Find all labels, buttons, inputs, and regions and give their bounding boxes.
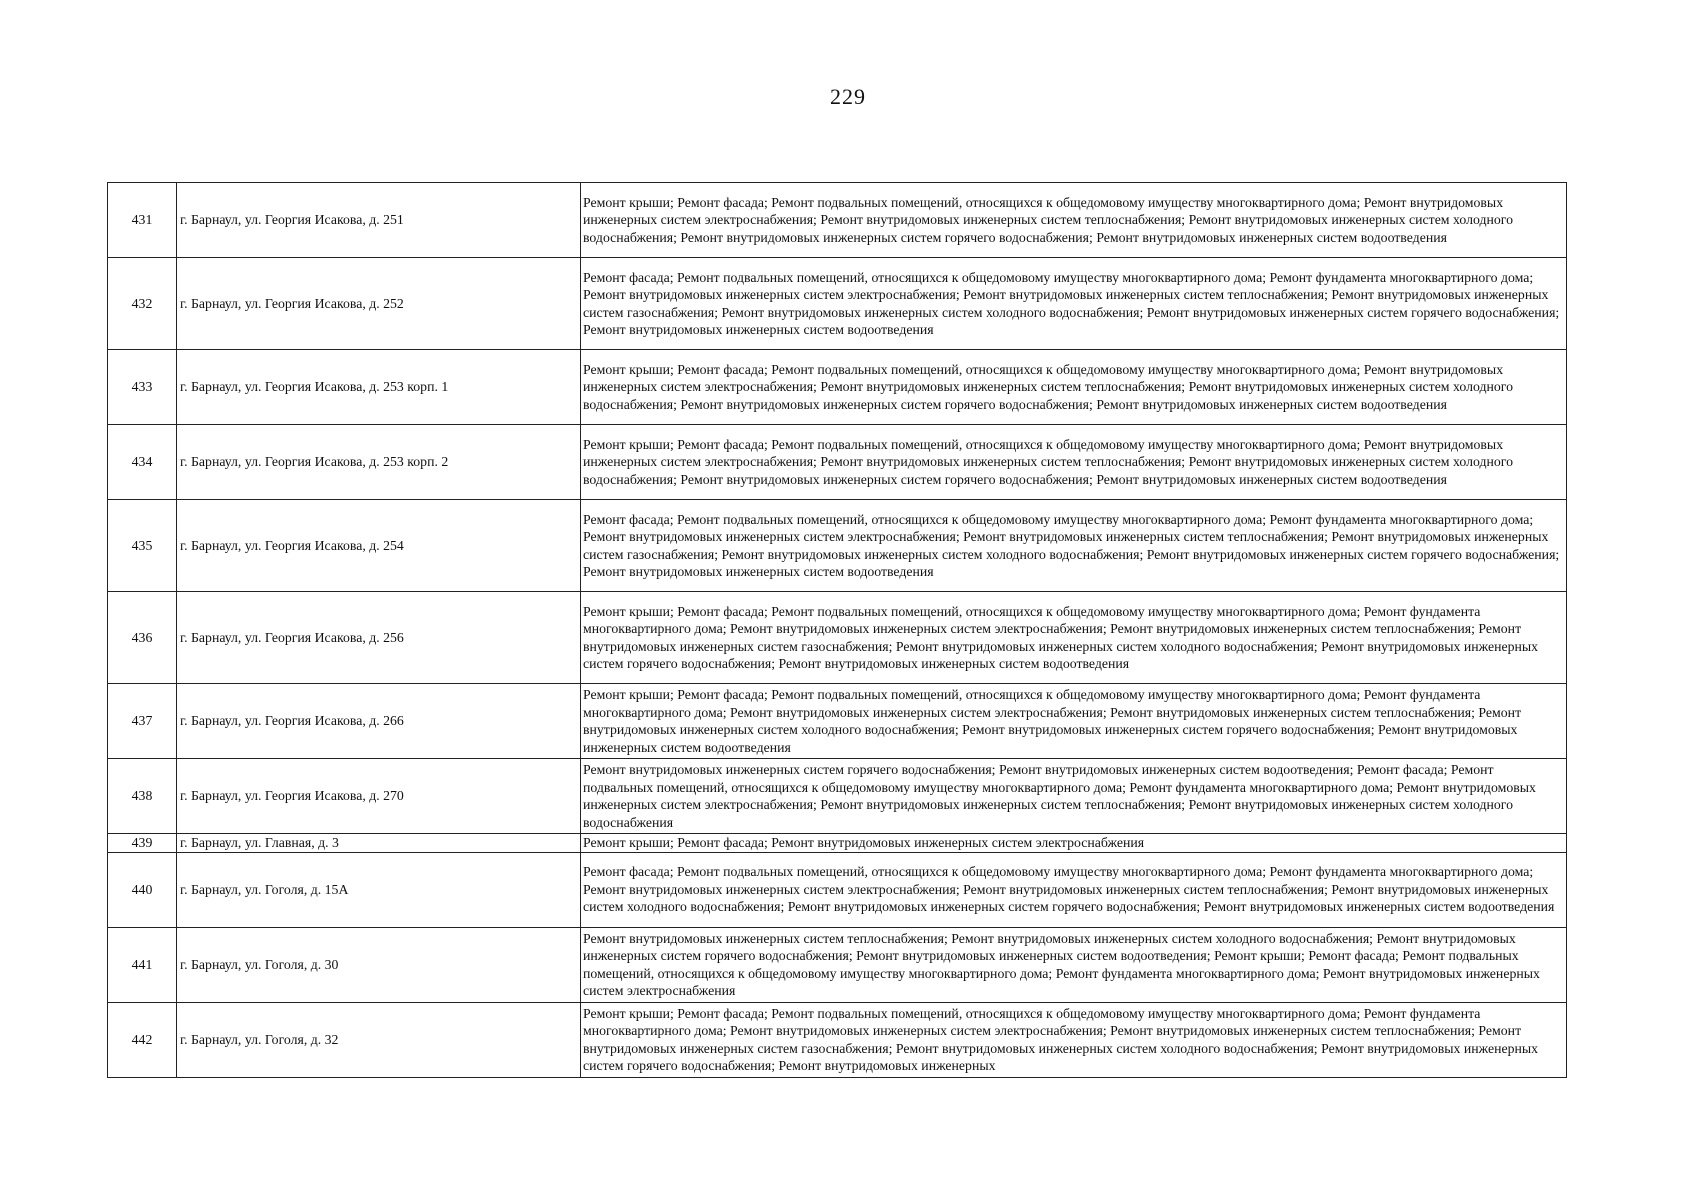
works-text: Ремонт крыши; Ремонт фасада; Ремонт подвальных помещений, относящихся к общедомовому имуществу многоквартирного дома; Ремонт внутридомовых инженерных систем электроснабжения; Ремонт внутридомовых инженерных систем теплоснабжения; Ремонт внутридомовых инженерных систем холодного водоснабжения; Ремонт внутридомовых инженерных систем горячего водоснабжения; Ремонт внутридомовых инженерных систем водоотведения — [583, 361, 1513, 412]
address-cell: г. Барнаул, ул. Гоголя, д. 32 — [177, 1002, 581, 1077]
repair-works-table — [107, 182, 1567, 1078]
works-cell — [581, 852, 1567, 927]
address-cell: г. Барнаул, ул. Георгия Исакова, д. 266 — [177, 684, 581, 759]
address-cell: г. Барнаул, ул. Георгия Исакова, д. 254 — [177, 500, 581, 592]
table-row — [108, 927, 1567, 1002]
works-text: Ремонт крыши; Ремонт фасада; Ремонт подвальных помещений, относящихся к общедомовому имуществу многоквартирного дома; Ремонт фундамента многоквартирного дома; Ремонт внутридомовых инженерных систем электроснабжения; Ремонт внутридомовых инженерных систем теплоснабжения; Ремонт внутридомовых инженерных систем газоснабжения; Ремонт внутридомовых инженерных систем холодного водоснабжения; Ремонт внутридомовых инженерных систем горячего водоснабжения; Ремонт внутридомовых инженерных систем водоотведения — [583, 603, 1539, 671]
address-cell: г. Барнаул, ул. Гоголя, д. 30 — [177, 927, 581, 1002]
works-text: Ремонт крыши; Ремонт фасада; Ремонт подвальных помещений, относящихся к общедомовому имуществу многоквартирного дома; Ремонт фундамента многоквартирного дома; Ремонт внутридомовых инженерных систем электроснабжения; Ремонт внутридомовых инженерных систем теплоснабжения; Ремонт внутридомовых инженерных систем газоснабжения; Ремонт внутридомовых инженерных систем холодного водоснабжения; Ремонт внутридомовых инженерных систем горячего водоснабжения; Ремонт внутридомовых инженерных — [583, 1005, 1539, 1073]
works-text: Ремонт крыши; Ремонт фасада; Ремонт подвальных помещений, относящихся к общедомовому имуществу многоквартирного дома; Ремонт фундамента многоквартирного дома; Ремонт внутридомовых инженерных систем электроснабжения; Ремонт внутридомовых инженерных систем теплоснабжения; Ремонт внутридомовых инженерных систем холодного водоснабжения; Ремонт внутридомовых инженерных систем горячего водоснабжения; Ремонт внутридомовых инженерных систем водоотведения — [583, 687, 1522, 755]
works-text: Ремонт фасада; Ремонт подвальных помещений, относящихся к общедомовому имуществу многоквартирного дома; Ремонт фундамента многоквартирного дома; Ремонт внутридомовых инженерных систем электроснабжения; Ремонт внутридомовых инженерных систем теплоснабжения; Ремонт внутридомовых инженерных систем газоснабжения; Ремонт внутридомовых инженерных систем холодного водоснабжения; Ремонт внутридомовых инженерных систем горячего водоснабжения; Ремонт внутридомовых инженерных систем водоотведения — [583, 269, 1560, 337]
row-number: 436 — [108, 592, 177, 684]
address-cell: г. Барнаул, ул. Георгия Исакова, д. 251 — [177, 183, 581, 258]
table-row — [108, 350, 1567, 425]
works-cell — [581, 350, 1567, 425]
address-cell: г. Барнаул, ул. Георгия Исакова, д. 253 корп. 2 — [177, 425, 581, 500]
row-number: 440 — [108, 852, 177, 927]
works-cell — [581, 1002, 1567, 1077]
row-number: 434 — [108, 425, 177, 500]
row-number: 435 — [108, 500, 177, 592]
table-row — [108, 425, 1567, 500]
table-row — [108, 258, 1567, 350]
table-row — [108, 684, 1567, 759]
row-number: 441 — [108, 927, 177, 1002]
works-cell — [581, 759, 1567, 834]
works-text: Ремонт крыши; Ремонт фасада; Ремонт внутридомовых инженерных систем электроснабжения — [583, 835, 1145, 850]
works-cell — [581, 592, 1567, 684]
works-cell — [581, 927, 1567, 1002]
address-cell: г. Барнаул, ул. Георгия Исакова, д. 253 корп. 1 — [177, 350, 581, 425]
address-cell: г. Барнаул, ул. Гоголя, д. 15А — [177, 852, 581, 927]
row-number: 433 — [108, 350, 177, 425]
address-cell: г. Барнаул, ул. Главная, д. 3 — [177, 834, 581, 853]
row-number: 431 — [108, 183, 177, 258]
works-text: Ремонт крыши; Ремонт фасада; Ремонт подвальных помещений, относящихся к общедомовому имуществу многоквартирного дома; Ремонт внутридомовых инженерных систем электроснабжения; Ремонт внутридомовых инженерных систем теплоснабжения; Ремонт внутридомовых инженерных систем холодного водоснабжения; Ремонт внутридомовых инженерных систем горячего водоснабжения; Ремонт внутридомовых инженерных систем водоотведения — [583, 436, 1513, 487]
works-text: Ремонт внутридомовых инженерных систем теплоснабжения; Ремонт внутридомовых инженерных систем холодного водоснабжения; Ремонт внутридомовых инженерных систем горячего водоснабжения; Ремонт внутридомовых инженерных систем водоотведения; Ремонт крыши; Ремонт фасада; Ремонт подвальных помещений, относящихся к общедомовому имуществу многоквартирного дома; Ремонт фундамента многоквартирного дома; Ремонт внутридомовых инженерных систем электроснабжения — [583, 930, 1540, 998]
works-text: Ремонт фасада; Ремонт подвальных помещений, относящихся к общедомовому имуществу многоквартирного дома; Ремонт фундамента многоквартирного дома; Ремонт внутридомовых инженерных систем электроснабжения; Ремонт внутридомовых инженерных систем теплоснабжения; Ремонт внутридомовых инженерных систем холодного водоснабжения; Ремонт внутридомовых инженерных систем горячего водоснабжения; Ремонт внутридомовых инженерных систем водоотведения — [583, 864, 1555, 915]
table-row — [108, 183, 1567, 258]
table-row — [108, 1002, 1567, 1077]
table-row — [108, 852, 1567, 927]
table-row — [108, 592, 1567, 684]
works-cell — [581, 834, 1567, 853]
works-cell — [581, 183, 1567, 258]
works-cell — [581, 684, 1567, 759]
works-cell — [581, 258, 1567, 350]
works-cell — [581, 425, 1567, 500]
row-number: 438 — [108, 759, 177, 834]
row-number: 437 — [108, 684, 177, 759]
works-text: Ремонт внутридомовых инженерных систем горячего водоснабжения; Ремонт внутридомовых инженерных систем водоотведения; Ремонт фасада; Ремонт подвальных помещений, относящихся к общедомовому имуществу многоквартирного дома; Ремонт фундамента многоквартирного дома; Ремонт внутридомовых инженерных систем электроснабжения; Ремонт внутридомовых инженерных систем теплоснабжения; Ремонт внутридомовых инженерных систем холодного водоснабжения — [583, 762, 1536, 830]
row-number: 439 — [108, 834, 177, 853]
works-cell — [581, 500, 1567, 592]
address-cell: г. Барнаул, ул. Георгия Исакова, д. 270 — [177, 759, 581, 834]
address-cell: г. Барнаул, ул. Георгия Исакова, д. 256 — [177, 592, 581, 684]
row-number: 442 — [108, 1002, 177, 1077]
page-number: 229 — [830, 84, 866, 109]
table-row — [108, 500, 1567, 592]
address-cell: г. Барнаул, ул. Георгия Исакова, д. 252 — [177, 258, 581, 350]
table-row — [108, 759, 1567, 834]
works-text: Ремонт крыши; Ремонт фасада; Ремонт подвальных помещений, относящихся к общедомовому имуществу многоквартирного дома; Ремонт внутридомовых инженерных систем электроснабжения; Ремонт внутридомовых инженерных систем теплоснабжения; Ремонт внутридомовых инженерных систем холодного водоснабжения; Ремонт внутридомовых инженерных систем горячего водоснабжения; Ремонт внутридомовых инженерных систем водоотведения — [583, 194, 1513, 245]
works-text: Ремонт фасада; Ремонт подвальных помещений, относящихся к общедомовому имуществу многоквартирного дома; Ремонт фундамента многоквартирного дома; Ремонт внутридомовых инженерных систем электроснабжения; Ремонт внутридомовых инженерных систем теплоснабжения; Ремонт внутридомовых инженерных систем газоснабжения; Ремонт внутридомовых инженерных систем холодного водоснабжения; Ремонт внутридомовых инженерных систем горячего водоснабжения; Ремонт внутридомовых инженерных систем водоотведения — [583, 511, 1560, 579]
table-row — [108, 834, 1567, 853]
row-number: 432 — [108, 258, 177, 350]
